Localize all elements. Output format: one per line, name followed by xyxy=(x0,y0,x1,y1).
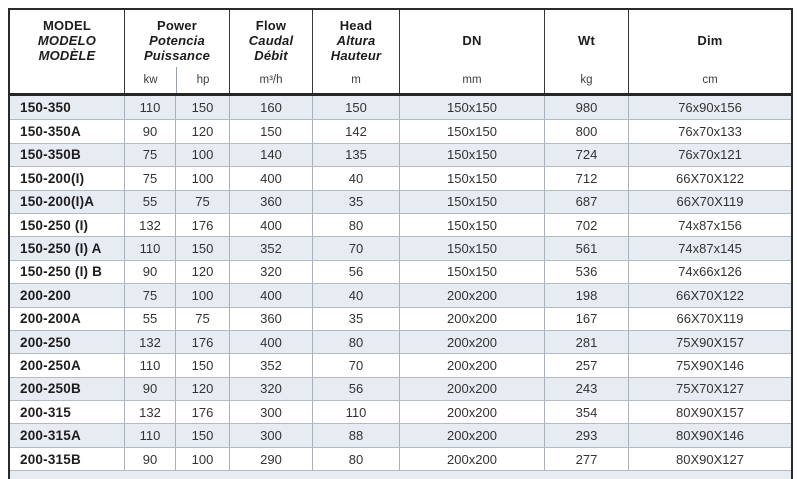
header-flow-fr: Débit xyxy=(254,48,288,63)
table-body xyxy=(10,96,791,470)
power-kw-cell: 132 xyxy=(124,214,175,236)
head-cell: 110 xyxy=(312,401,399,423)
table-row xyxy=(10,119,791,142)
model-cell: 150-350B xyxy=(20,147,81,163)
header-head-labels xyxy=(313,10,399,67)
wt-cell: 281 xyxy=(544,331,628,353)
dn-cell: 200x200 xyxy=(399,378,544,400)
head-cell: 56 xyxy=(312,261,399,283)
header-power-en: Power xyxy=(156,18,197,33)
flow-cell: 300 xyxy=(229,401,312,423)
power-hp-cell: 120 xyxy=(175,261,229,283)
wt-cell: 980 xyxy=(544,96,628,119)
dn-cell: 150x150 xyxy=(399,214,544,236)
flow-cell: 360 xyxy=(229,308,312,330)
power-hp-cell: 75 xyxy=(175,308,229,330)
dn-cell: 200x200 xyxy=(399,424,544,446)
flow-cell: 400 xyxy=(229,214,312,236)
dn-cell: 150x150 xyxy=(399,167,544,189)
pump-spec-table xyxy=(8,8,793,479)
header-power-es: Potencia xyxy=(149,33,205,48)
power-kw-cell: 110 xyxy=(124,354,175,376)
flow-cell: 300 xyxy=(229,424,312,446)
header-dim-label-area xyxy=(629,10,791,67)
header-model-es: MODELO xyxy=(37,33,97,48)
header-power-labels xyxy=(125,10,229,67)
dim-cell: 76x70x133 xyxy=(628,120,791,142)
flow-cell: 150 xyxy=(229,120,312,142)
table-row xyxy=(10,96,791,119)
header-wt xyxy=(544,10,628,93)
head-cell: 88 xyxy=(312,424,399,446)
table-row xyxy=(10,330,791,353)
table-row xyxy=(10,213,791,236)
header-head-fr: Hauteur xyxy=(330,48,382,63)
header-wt-label: Wt xyxy=(578,33,595,48)
head-cell: 80 xyxy=(312,214,399,236)
power-hp-cell: 150 xyxy=(175,96,229,119)
power-kw-cell: 90 xyxy=(124,261,175,283)
model-cell: 150-250 (I) A xyxy=(20,241,102,257)
flow-cell: 352 xyxy=(229,237,312,259)
head-cell: 70 xyxy=(312,237,399,259)
table-row xyxy=(10,143,791,166)
dn-cell: 150x150 xyxy=(399,120,544,142)
power-kw-cell: 110 xyxy=(124,237,175,259)
dim-cell: 80X90X146 xyxy=(628,424,791,446)
wt-cell: 687 xyxy=(544,191,628,213)
head-cell: 40 xyxy=(312,284,399,306)
wt-cell: 277 xyxy=(544,448,628,470)
dim-cell: 80X90X157 xyxy=(628,401,791,423)
header-dn-label: DN xyxy=(462,33,482,48)
header-power-fr: Puissance xyxy=(143,48,211,63)
model-cell: 150-200(I)A xyxy=(20,194,95,210)
dim-cell: 75X90X157 xyxy=(628,331,791,353)
unit-m3h: m³/h xyxy=(259,74,283,86)
flow-cell: 400 xyxy=(229,331,312,353)
header-dn xyxy=(399,10,544,93)
table-row xyxy=(10,307,791,330)
model-cell: 150-350 xyxy=(20,100,71,116)
model-cell: 200-250A xyxy=(20,357,81,373)
model-cell: 200-250B xyxy=(20,381,81,397)
header-flow-en: Flow xyxy=(255,18,287,33)
wt-cell: 561 xyxy=(544,237,628,259)
flow-cell: 140 xyxy=(229,144,312,166)
dim-cell: 75X70X127 xyxy=(628,378,791,400)
header-flow-labels xyxy=(230,10,312,67)
table-row xyxy=(10,260,791,283)
table-row xyxy=(10,377,791,400)
model-cell: 200-200 xyxy=(20,287,71,303)
dim-cell: 76x70x121 xyxy=(628,144,791,166)
dn-cell: 150x150 xyxy=(399,144,544,166)
dim-cell: 75X90X146 xyxy=(628,354,791,376)
table-row xyxy=(10,190,791,213)
dn-cell: 200x200 xyxy=(399,284,544,306)
power-kw-cell: 75 xyxy=(124,167,175,189)
wt-cell: 800 xyxy=(544,120,628,142)
power-kw-cell: 132 xyxy=(124,401,175,423)
dim-cell: 74x66x126 xyxy=(628,261,791,283)
header-flow-es: Caudal xyxy=(248,33,294,48)
table-row xyxy=(10,400,791,423)
table-row xyxy=(10,283,791,306)
power-hp-cell: 100 xyxy=(175,448,229,470)
power-kw-cell: 110 xyxy=(124,96,175,119)
power-hp-cell: 75 xyxy=(175,191,229,213)
flow-cell: 400 xyxy=(229,284,312,306)
table-row xyxy=(10,423,791,446)
dim-cell: 66X70X119 xyxy=(628,308,791,330)
flow-cell: 320 xyxy=(229,261,312,283)
model-cell: 150-250 (I) B xyxy=(20,264,103,280)
flow-cell: 320 xyxy=(229,378,312,400)
head-cell: 56 xyxy=(312,378,399,400)
dn-cell: 200x200 xyxy=(399,448,544,470)
header-flow xyxy=(229,10,312,93)
dim-cell: 74x87x156 xyxy=(628,214,791,236)
power-hp-cell: 176 xyxy=(175,401,229,423)
table-row xyxy=(10,236,791,259)
header-power-units xyxy=(125,67,229,93)
power-kw-cell: 110 xyxy=(124,424,175,446)
table-row xyxy=(10,447,791,470)
head-cell: 142 xyxy=(312,120,399,142)
head-cell: 40 xyxy=(312,167,399,189)
wt-cell: 536 xyxy=(544,261,628,283)
power-hp-cell: 100 xyxy=(175,167,229,189)
power-kw-cell: 132 xyxy=(124,331,175,353)
unit-cm: cm xyxy=(702,74,718,86)
table-row xyxy=(10,353,791,376)
power-hp-cell: 100 xyxy=(175,144,229,166)
header-model-units xyxy=(10,67,124,93)
wt-cell: 702 xyxy=(544,214,628,236)
header-model-fr: MODÈLE xyxy=(38,48,96,63)
flow-cell: 352 xyxy=(229,354,312,376)
wt-cell: 167 xyxy=(544,308,628,330)
unit-m: m xyxy=(351,74,361,86)
power-kw-cell: 55 xyxy=(124,308,175,330)
flow-cell: 160 xyxy=(229,96,312,119)
power-kw-cell: 55 xyxy=(124,191,175,213)
power-hp-cell: 150 xyxy=(175,424,229,446)
wt-cell: 243 xyxy=(544,378,628,400)
head-cell: 135 xyxy=(312,144,399,166)
power-kw-cell: 90 xyxy=(124,378,175,400)
model-cell: 200-315 xyxy=(20,404,71,420)
model-cell: 150-200(I) xyxy=(20,170,85,186)
header-head-es: Altura xyxy=(336,33,376,48)
power-hp-cell: 150 xyxy=(175,237,229,259)
dn-cell: 200x200 xyxy=(399,401,544,423)
model-cell: 200-315A xyxy=(20,428,81,444)
header-head-en: Head xyxy=(339,18,373,33)
dn-cell: 150x150 xyxy=(399,261,544,283)
model-cell: 150-350A xyxy=(20,124,81,140)
dim-cell: 74x87x145 xyxy=(628,237,791,259)
power-hp-cell: 100 xyxy=(175,284,229,306)
flow-cell: 360 xyxy=(229,191,312,213)
table-row xyxy=(10,166,791,189)
power-hp-cell: 150 xyxy=(175,354,229,376)
power-hp-cell: 176 xyxy=(175,331,229,353)
power-kw-cell: 90 xyxy=(124,120,175,142)
dn-cell: 200x200 xyxy=(399,354,544,376)
dn-cell: 200x200 xyxy=(399,308,544,330)
header-dn-label-area xyxy=(400,10,544,67)
header-head xyxy=(312,10,399,93)
unit-hp: hp xyxy=(176,67,229,93)
header-model-en: MODEL xyxy=(43,18,91,33)
head-cell: 80 xyxy=(312,331,399,353)
model-cell: 200-200A xyxy=(20,311,81,327)
head-cell: 150 xyxy=(312,96,399,119)
header-dim xyxy=(628,10,791,93)
dn-cell: 200x200 xyxy=(399,331,544,353)
flow-cell: 290 xyxy=(229,448,312,470)
dim-cell: 66X70X119 xyxy=(628,191,791,213)
flow-cell: 400 xyxy=(229,167,312,189)
power-kw-cell: 90 xyxy=(124,448,175,470)
header-model-labels xyxy=(10,10,124,67)
partial-row xyxy=(10,470,791,479)
wt-cell: 354 xyxy=(544,401,628,423)
dn-cell: 150x150 xyxy=(399,96,544,119)
model-cell: 200-315B xyxy=(20,451,81,467)
unit-kw: kw xyxy=(143,74,158,86)
table-header xyxy=(10,10,791,96)
wt-cell: 198 xyxy=(544,284,628,306)
dn-cell: 150x150 xyxy=(399,237,544,259)
unit-kg: kg xyxy=(580,74,593,86)
wt-cell: 712 xyxy=(544,167,628,189)
model-cell: 150-250 (I) xyxy=(20,217,89,233)
unit-mm: mm xyxy=(462,74,482,86)
dim-cell: 80X90X127 xyxy=(628,448,791,470)
head-cell: 80 xyxy=(312,448,399,470)
header-dim-label: Dim xyxy=(697,33,723,48)
head-cell: 70 xyxy=(312,354,399,376)
header-wt-label-area xyxy=(545,10,628,67)
power-hp-cell: 120 xyxy=(175,120,229,142)
power-kw-cell: 75 xyxy=(124,144,175,166)
header-power xyxy=(124,10,229,93)
power-hp-cell: 176 xyxy=(175,214,229,236)
power-kw-cell: 75 xyxy=(124,284,175,306)
wt-cell: 257 xyxy=(544,354,628,376)
wt-cell: 293 xyxy=(544,424,628,446)
wt-cell: 724 xyxy=(544,144,628,166)
dim-cell: 66X70X122 xyxy=(628,167,791,189)
power-hp-cell: 120 xyxy=(175,378,229,400)
dn-cell: 150x150 xyxy=(399,191,544,213)
model-cell: 200-250 xyxy=(20,334,71,350)
head-cell: 35 xyxy=(312,191,399,213)
header-model xyxy=(10,10,124,93)
head-cell: 35 xyxy=(312,308,399,330)
dim-cell: 66X70X122 xyxy=(628,284,791,306)
dim-cell: 76x90x156 xyxy=(628,96,791,119)
